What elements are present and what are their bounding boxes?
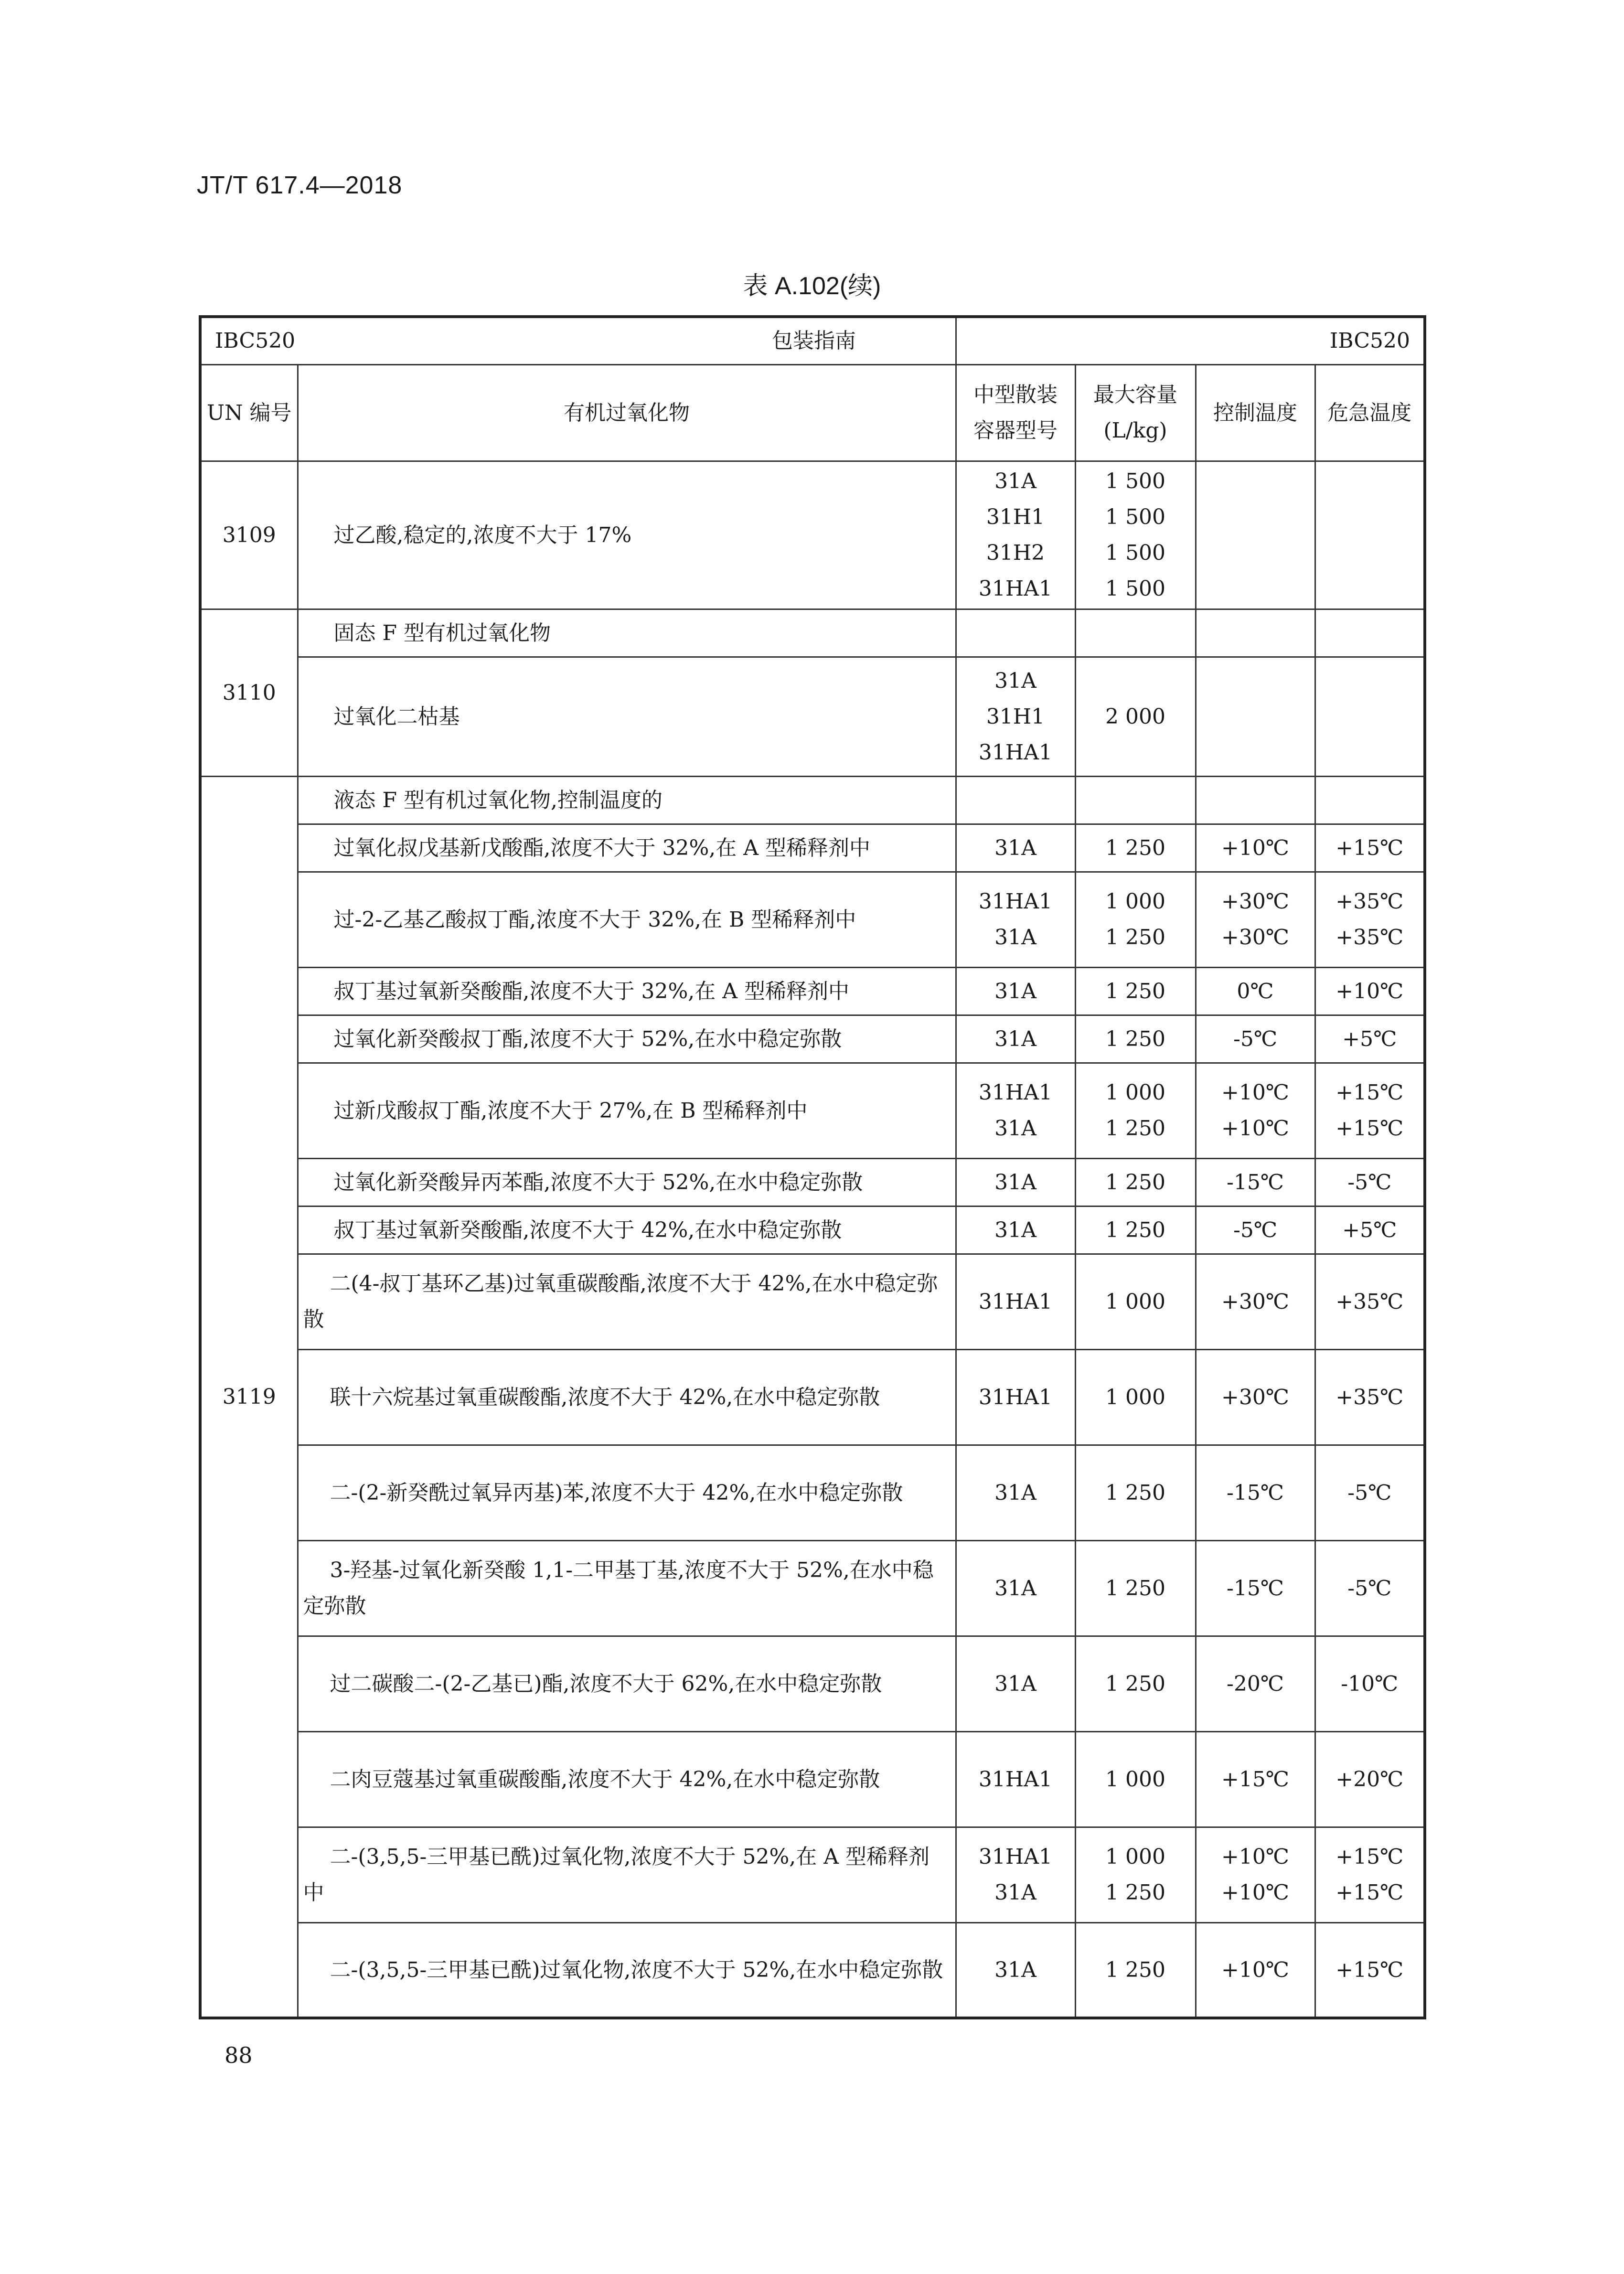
- table-row-3110: [200, 657, 1425, 776]
- ibc-types: [956, 1540, 1075, 1636]
- control-temps: [1196, 1731, 1315, 1827]
- ibc-type: 31A: [994, 1217, 1036, 1242]
- capacity: 1 250: [1105, 925, 1165, 950]
- capacity: 1 000: [1105, 1289, 1165, 1314]
- ibc-types: [956, 657, 1075, 776]
- capacity: 1 250: [1105, 835, 1165, 860]
- control-temp: +30℃: [1221, 925, 1290, 950]
- emergency-temp: +15℃: [1336, 1845, 1404, 1869]
- capacitys: [1075, 1063, 1196, 1158]
- substance-name: 二(4-叔丁基环乙基)过氧重碳酸酯,浓度不大于 42%,在水中稳定弥散: [298, 1254, 956, 1349]
- emergency-temps: [1315, 1731, 1425, 1827]
- column-header-row: [200, 364, 1425, 461]
- table-row: [200, 1063, 1425, 1158]
- control-temps: [1196, 872, 1315, 967]
- capacity: 1 500: [1105, 505, 1165, 529]
- capacitys: [1075, 1349, 1196, 1445]
- emergency-temp: [1315, 461, 1425, 609]
- control-temp: +30℃: [1221, 1289, 1290, 1314]
- emergency-temp: +15℃: [1336, 1880, 1404, 1905]
- emergency-temp: -5℃: [1347, 1480, 1392, 1505]
- capacity: 2 000: [1075, 657, 1196, 776]
- document-code: JT/T 617.4—2018: [197, 171, 403, 199]
- ibc-types: [956, 1445, 1075, 1540]
- capacity: 1 250: [1105, 1026, 1165, 1051]
- capacity: 1 000: [1105, 1845, 1165, 1869]
- control-temps: [1196, 1063, 1315, 1158]
- emergency-temps: [1315, 1445, 1425, 1540]
- ibc-type: 31A: [994, 1116, 1036, 1141]
- control-temps: [1196, 1349, 1315, 1445]
- ibc-type: 31HA1: [978, 1289, 1053, 1314]
- emergency-temps: [1315, 1349, 1425, 1445]
- ibc-types: [956, 1063, 1075, 1158]
- emergency-temps: [1315, 872, 1425, 967]
- ibc-type: 31H2: [986, 541, 1045, 565]
- capacitys: [1075, 1731, 1196, 1827]
- col-header-ibc-line1: 中型散装: [973, 383, 1058, 407]
- capacity: 1 500: [1105, 541, 1165, 565]
- capacitys: [1075, 1922, 1196, 2018]
- table-row-3109: [200, 461, 1425, 609]
- emergency-temp: +10℃: [1336, 979, 1404, 1004]
- group-name: 液态 F 型有机过氧化物,控制温度的: [298, 776, 956, 824]
- capacity: 1 250: [1105, 1671, 1165, 1696]
- ibc-type: 31A: [994, 925, 1036, 950]
- control-temps: [1196, 1015, 1315, 1063]
- control-temp: -5℃: [1233, 1026, 1278, 1051]
- capacity: 1 500: [1105, 469, 1165, 493]
- control-temps: [1196, 1922, 1315, 2018]
- table-row: [200, 1015, 1425, 1063]
- substance-name: 过氧化叔戊基新戊酸酯,浓度不大于 32%,在 A 型稀释剂中: [298, 824, 956, 872]
- emergency-temp: +35℃: [1336, 889, 1404, 914]
- table-row: [200, 1827, 1425, 1922]
- capacitys: [1075, 1540, 1196, 1636]
- instruction-code-left: IBC520: [215, 329, 296, 353]
- instruction-title: 包装指南: [772, 329, 856, 353]
- ibc-type: 31H1: [986, 505, 1045, 529]
- capacity: 1 250: [1105, 979, 1165, 1004]
- table-row: [200, 1158, 1425, 1206]
- table-row: [200, 1636, 1425, 1731]
- capacitys: [1075, 1158, 1196, 1206]
- capacity: 1 000: [1105, 1080, 1165, 1105]
- ibc-type: 31A: [994, 1170, 1036, 1195]
- capacity: 1 250: [1105, 1880, 1165, 1905]
- ibc-type: 31HA1: [978, 1845, 1053, 1869]
- capacitys: [1075, 824, 1196, 872]
- ibc-types: [956, 1827, 1075, 1922]
- substance-name: 联十六烷基过氧重碳酸酯,浓度不大于 42%,在水中稳定弥散: [298, 1349, 956, 1445]
- capacity: 1 500: [1105, 577, 1165, 601]
- ibc-type: 31A: [994, 668, 1036, 693]
- substance-name: 过-2-乙基乙酸叔丁酯,浓度不大于 32%,在 B 型稀释剂中: [298, 872, 956, 967]
- ibc-types: [956, 1254, 1075, 1349]
- capacity: 1 000: [1105, 1767, 1165, 1792]
- ibc-types: [956, 1206, 1075, 1254]
- ibc-types: [956, 1158, 1075, 1206]
- control-temps: [1196, 1445, 1315, 1540]
- table-row-3119-group: [200, 776, 1425, 824]
- substance-name: 二-(2-新癸酰过氧异丙基)苯,浓度不大于 42%,在水中稳定弥散: [298, 1445, 956, 1540]
- ibc-types: [956, 1636, 1075, 1731]
- emergency-temp: -5℃: [1347, 1576, 1392, 1601]
- capacity: 1 250: [1105, 1170, 1165, 1195]
- emergency-temp: +35℃: [1336, 1385, 1404, 1409]
- capacity: 1 000: [1105, 1385, 1165, 1409]
- control-temps: [1196, 967, 1315, 1015]
- control-temp: +10℃: [1221, 1845, 1290, 1869]
- ibc-types: [956, 967, 1075, 1015]
- capacity: 1 000: [1105, 889, 1165, 914]
- ibc-type: 31A: [994, 469, 1036, 493]
- substance-name: 过新戊酸叔丁酯,浓度不大于 27%,在 B 型稀释剂中: [298, 1063, 956, 1158]
- col-header-emergency-temp: 危急温度: [1315, 364, 1425, 461]
- capacitys: [1075, 1015, 1196, 1063]
- control-temps: [1196, 1206, 1315, 1254]
- col-header-ibc-type: [956, 364, 1075, 461]
- emergency-temps: [1315, 1254, 1425, 1349]
- capacity: 1 250: [1105, 1217, 1165, 1242]
- emergency-temps: [1315, 1636, 1425, 1731]
- emergency-temp: +15℃: [1336, 1957, 1404, 1982]
- emergency-temps: [1315, 1540, 1425, 1636]
- control-temp: +10℃: [1221, 1880, 1290, 1905]
- substance-name: 二-(3,5,5-三甲基已酰)过氧化物,浓度不大于 52%,在水中稳定弥散: [298, 1922, 956, 2018]
- ibc-type: 31A: [994, 1026, 1036, 1051]
- ibc-type: 31A: [994, 1480, 1036, 1505]
- table-title: 表 A.102(续): [743, 272, 881, 300]
- col-header-cap-line2: (L/kg): [1103, 418, 1167, 443]
- capacitys: [1075, 1827, 1196, 1922]
- control-temp: +30℃: [1221, 889, 1290, 914]
- emergency-temp: +20℃: [1336, 1767, 1404, 1792]
- ibc-type: 31A: [994, 979, 1036, 1004]
- ibc-type: 31HA1: [978, 577, 1053, 601]
- ibc-type: 31HA1: [978, 1385, 1053, 1409]
- substance-name: 过二碳酸二-(2-乙基已)酯,浓度不大于 62%,在水中稳定弥散: [298, 1636, 956, 1731]
- capacitys: [1075, 872, 1196, 967]
- emergency-temps: [1315, 1158, 1425, 1206]
- substance-name: 过氧化新癸酸异丙苯酯,浓度不大于 52%,在水中稳定弥散: [298, 1158, 956, 1206]
- col-header-cap-line1: 最大容量: [1093, 383, 1177, 407]
- packing-instruction-table: [199, 315, 1426, 2019]
- control-temps: [1196, 1540, 1315, 1636]
- ibc-types: [956, 1731, 1075, 1827]
- emergency-temps: [1315, 1063, 1425, 1158]
- ibc-types: [956, 1922, 1075, 2018]
- ibc-type: 31A: [994, 1671, 1036, 1696]
- table-row: [200, 1206, 1425, 1254]
- capacities: [1075, 461, 1196, 609]
- table-row-3110-group: [200, 609, 1425, 657]
- emergency-temp: -10℃: [1341, 1671, 1399, 1696]
- ibc-type: 31A: [994, 835, 1036, 860]
- control-temp: -20℃: [1226, 1671, 1284, 1696]
- capacity: 1 250: [1105, 1576, 1165, 1601]
- control-temp: +15℃: [1221, 1767, 1290, 1792]
- control-temps: [1196, 1827, 1315, 1922]
- table-row: [200, 1254, 1425, 1349]
- emergency-temp: -5℃: [1347, 1170, 1392, 1195]
- emergency-temps: [1315, 824, 1425, 872]
- emergency-temp: +5℃: [1342, 1217, 1397, 1242]
- table-row: [200, 967, 1425, 1015]
- substance-name: 过氧化新癸酸叔丁酯,浓度不大于 52%,在水中稳定弥散: [298, 1015, 956, 1063]
- ibc-types: [956, 1015, 1075, 1063]
- emergency-temps: [1315, 1015, 1425, 1063]
- control-temps: [1196, 1158, 1315, 1206]
- control-temps: [1196, 1636, 1315, 1731]
- emergency-temp: +15℃: [1336, 1080, 1404, 1105]
- control-temps: [1196, 824, 1315, 872]
- control-temp: -15℃: [1226, 1480, 1284, 1505]
- group-name: 固态 F 型有机过氧化物: [298, 609, 956, 657]
- emergency-temps: [1315, 1827, 1425, 1922]
- ibc-type: 31H1: [986, 704, 1045, 729]
- control-temps: [1196, 1254, 1315, 1349]
- ibc-type: 31HA1: [978, 889, 1053, 914]
- col-header-ibc-line2: 容器型号: [973, 418, 1058, 443]
- capacitys: [1075, 967, 1196, 1015]
- substance-name: 叔丁基过氧新癸酸酯,浓度不大于 42%,在水中稳定弥散: [298, 1206, 956, 1254]
- emergency-temp: +15℃: [1336, 1116, 1404, 1141]
- capacitys: [1075, 1445, 1196, 1540]
- col-header-substance: 有机过氧化物: [298, 364, 956, 461]
- ibc-types: [956, 872, 1075, 967]
- substance-name: 二-(3,5,5-三甲基已酰)过氧化物,浓度不大于 52%,在 A 型稀释剂中: [298, 1827, 956, 1922]
- control-temp: +10℃: [1221, 835, 1290, 860]
- substance-name: 过乙酸,稳定的,浓度不大于 17%: [298, 461, 956, 609]
- control-temp: [1196, 657, 1315, 776]
- substance-name: 二肉豆蔻基过氧重碳酸酯,浓度不大于 42%,在水中稳定弥散: [298, 1731, 956, 1827]
- control-temp: +30℃: [1221, 1385, 1290, 1409]
- capacity: 1 250: [1105, 1480, 1165, 1505]
- table-row: [200, 1349, 1425, 1445]
- emergency-temp: +5℃: [1342, 1026, 1397, 1051]
- emergency-temp: +35℃: [1336, 1289, 1404, 1314]
- substance-name: 3-羟基-过氧化新癸酸 1,1-二甲基丁基,浓度不大于 52%,在水中稳定弥散: [298, 1540, 956, 1636]
- emergency-temps: [1315, 1206, 1425, 1254]
- capacitys: [1075, 1636, 1196, 1731]
- control-temp: -15℃: [1226, 1170, 1284, 1195]
- table-row: [200, 872, 1425, 967]
- ibc-types: [956, 461, 1075, 609]
- control-temp: 0℃: [1237, 979, 1274, 1004]
- table-row: [200, 1922, 1425, 2018]
- col-header-capacity: [1075, 364, 1196, 461]
- emergency-temps: [1315, 1922, 1425, 2018]
- page-number: 88: [224, 2042, 253, 2068]
- capacitys: [1075, 1206, 1196, 1254]
- un-number: 3109: [200, 461, 298, 609]
- ibc-type: 31A: [994, 1880, 1036, 1905]
- emergency-temp: [1315, 657, 1425, 776]
- un-number: 3119: [200, 776, 298, 2018]
- ibc-types: [956, 824, 1075, 872]
- ibc-types: [956, 1349, 1075, 1445]
- col-header-un: UN 编号: [200, 364, 298, 461]
- control-temp: -15℃: [1226, 1576, 1284, 1601]
- control-temp: +10℃: [1221, 1080, 1290, 1105]
- un-number: 3110: [200, 609, 298, 776]
- ibc-type: 31HA1: [978, 740, 1053, 765]
- table-row: [200, 1445, 1425, 1540]
- substance-name: 叔丁基过氧新癸酸酯,浓度不大于 32%,在 A 型稀释剂中: [298, 967, 956, 1015]
- control-temp: +10℃: [1221, 1116, 1290, 1141]
- capacitys: [1075, 1254, 1196, 1349]
- ibc-type: 31A: [994, 1957, 1036, 1982]
- control-temp: [1196, 461, 1315, 609]
- ibc-type: 31HA1: [978, 1080, 1053, 1105]
- emergency-temps: [1315, 967, 1425, 1015]
- instruction-code-right: IBC520: [1329, 329, 1410, 353]
- ibc-type: 31A: [994, 1576, 1036, 1601]
- table-row: [200, 824, 1425, 872]
- table-row: [200, 1540, 1425, 1636]
- emergency-temp: +15℃: [1336, 835, 1404, 860]
- table-row: [200, 1731, 1425, 1827]
- control-temp: +10℃: [1221, 1957, 1290, 1982]
- instruction-header-row: [200, 317, 1425, 364]
- control-temp: -5℃: [1233, 1217, 1278, 1242]
- col-header-control-temp: 控制温度: [1196, 364, 1315, 461]
- ibc-type: 31HA1: [978, 1767, 1053, 1792]
- substance-name: 过氧化二枯基: [298, 657, 956, 776]
- capacity: 1 250: [1105, 1116, 1165, 1141]
- capacity: 1 250: [1105, 1957, 1165, 1982]
- emergency-temp: +35℃: [1336, 925, 1404, 950]
